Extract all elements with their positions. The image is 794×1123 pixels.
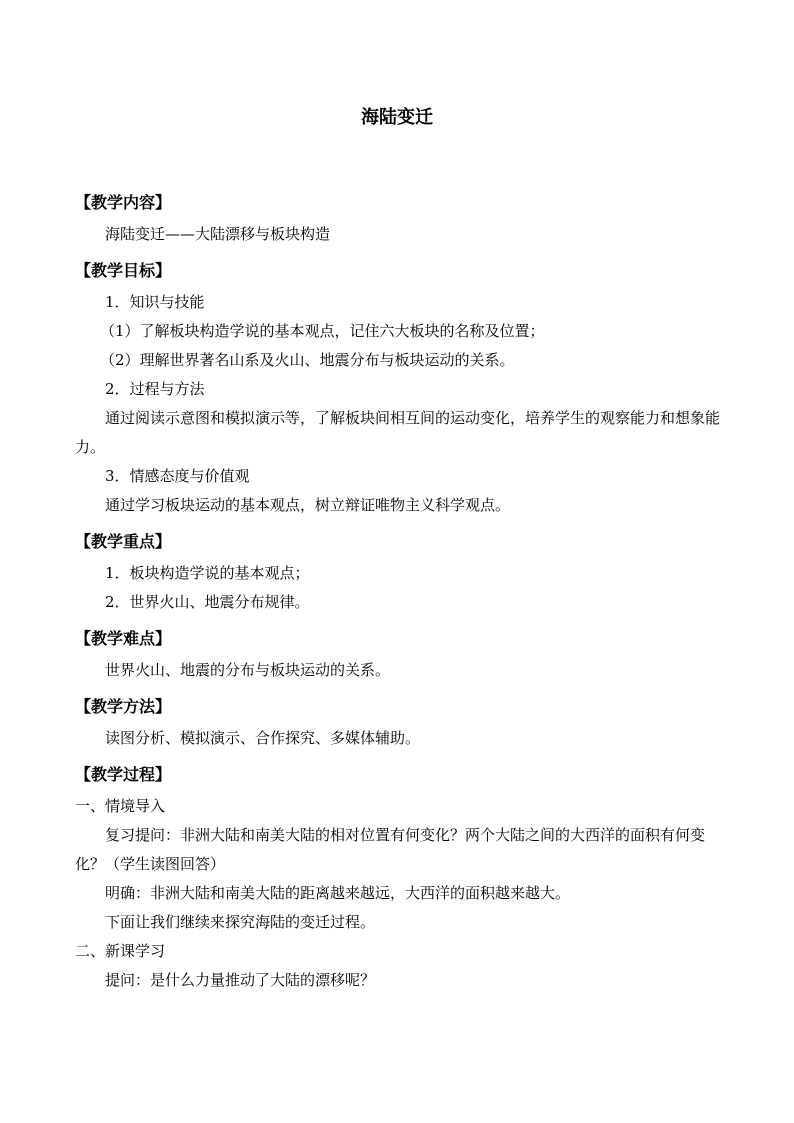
paragraph: 通过阅读示意图和模拟演示等，了解板块间相互间的运动变化，培养学生的观察能力和想象能力。 [75, 409, 721, 456]
document-body [75, 189, 725, 995]
paragraph: 复习提问：非洲大陆和南美大陆的相对位置有何变化？两个大陆之间的大西洋的面积有何变化？（学生读图回答） [75, 826, 706, 873]
paragraph: 通过学习板块运动的基本观点，树立辩证唯物主义科学观点。 [105, 496, 511, 514]
paragraph: 明确：非洲大陆和南美大陆的距离越来越远，大西洋的面积越来越大。 [105, 884, 571, 902]
paragraph: 海陆变迁——大陆漂移与板块构造 [105, 225, 331, 243]
section-heading-content: 【教学内容】 [75, 193, 172, 212]
paragraph: 世界火山、地震的分布与板块运动的关系。 [105, 661, 391, 679]
paragraph: 一、情境导入 [75, 797, 166, 815]
paragraph: 二、新课学习 [75, 942, 166, 960]
document-title: 海陆变迁 [361, 107, 433, 128]
paragraph: 1．板块构造学说的基本观点； [105, 564, 310, 582]
section-heading-key-points: 【教学重点】 [75, 532, 172, 551]
section-heading-process: 【教学过程】 [75, 765, 172, 784]
section-heading-methods: 【教学方法】 [75, 697, 172, 716]
paragraph: （1）了解板块构造学说的基本观点，记住六大板块的名称及位置； [100, 322, 545, 340]
section-heading-difficulties: 【教学难点】 [75, 629, 172, 648]
paragraph: （2）理解世界著名山系及火山、地震分布与板块运动的关系。 [100, 351, 515, 369]
paragraph: 提问：是什么力量推动了大陆的漂移呢？ [105, 971, 376, 989]
paragraph: 1．知识与技能 [105, 293, 205, 311]
paragraph: 读图分析、模拟演示、合作探究、多媒体辅助。 [105, 729, 421, 747]
paragraph: 2．过程与方法 [105, 380, 205, 398]
paragraph: 下面让我们继续来探究海陆的变迁过程。 [105, 913, 376, 931]
paragraph: 3．情感态度与价值观 [105, 467, 250, 485]
section-heading-objectives: 【教学目标】 [75, 261, 172, 280]
paragraph: 2．世界火山、地震分布规律。 [105, 593, 310, 611]
